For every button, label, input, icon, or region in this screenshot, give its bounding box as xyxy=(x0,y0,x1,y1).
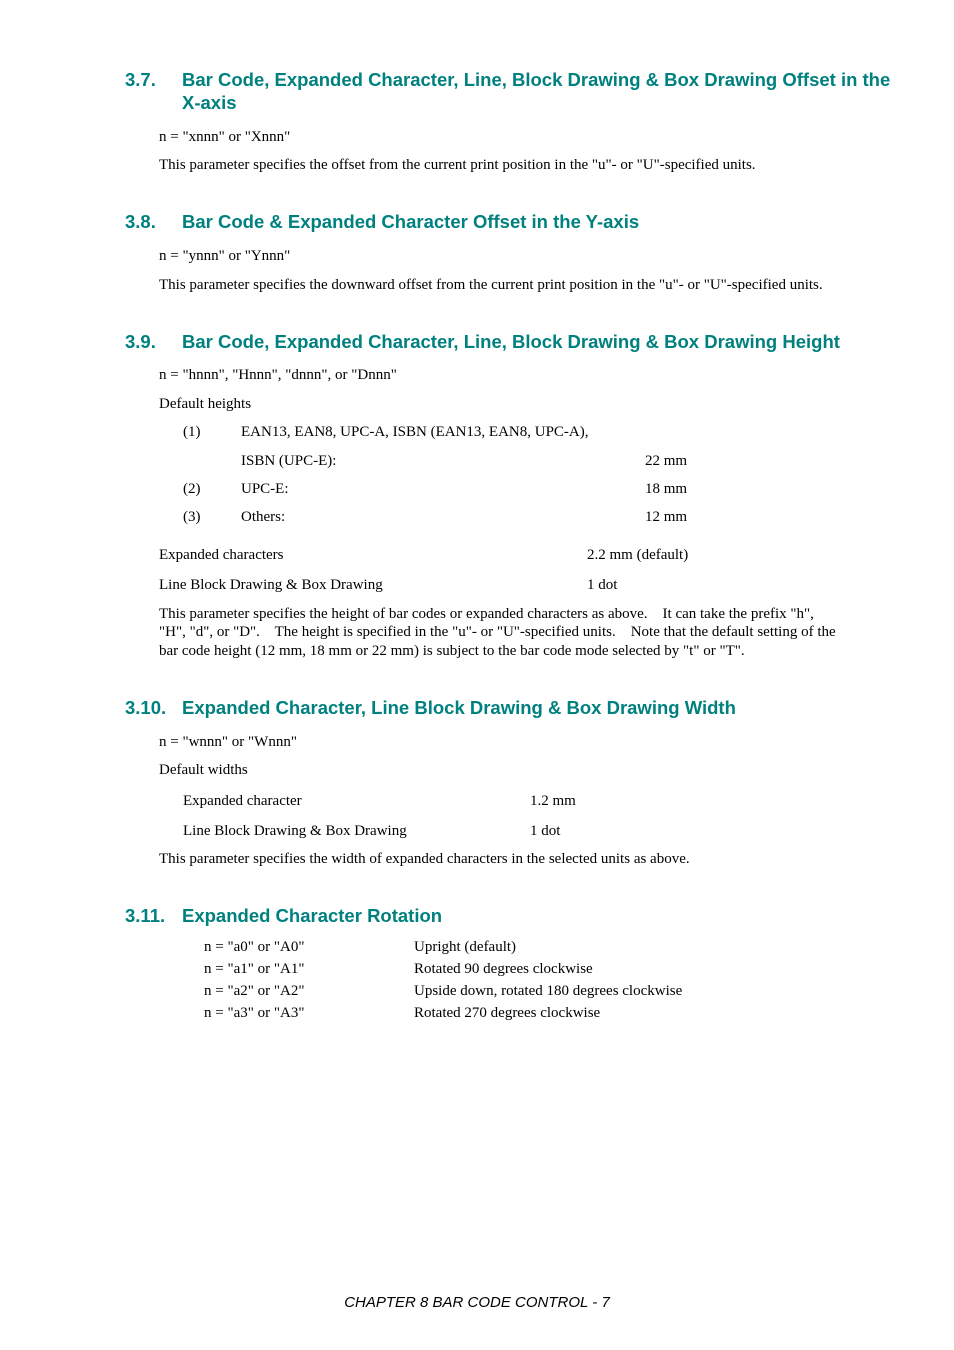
list-label: UPC-E: xyxy=(241,481,289,497)
description: This parameter specifies the downward offset from the current print position in the "u"- or "U"-specified units. xyxy=(159,277,823,293)
description-line: bar code height (12 mm, 18 mm or 22 mm) is subject to the bar code mode selected by "t" or "T". xyxy=(159,643,745,659)
rotation-code: n = "a0" or "A0" xyxy=(204,939,305,955)
section-title: Expanded Character Rotation xyxy=(182,905,443,926)
default-label: Default heights xyxy=(159,396,252,412)
expanded-value: 2.2 mm (default) xyxy=(587,547,689,563)
section-number: 3.7. xyxy=(125,69,156,90)
syntax-line: n = "hnnn", "Hnnn", "dnnn", or "Dnnn" xyxy=(159,367,397,383)
line-drawing-value: 1 dot xyxy=(587,577,618,593)
list-index: (3) xyxy=(183,509,201,525)
line-drawing-label: Line Block Drawing & Box Drawing xyxy=(183,823,407,839)
section-title: Expanded Character, Line Block Drawing & Box Drawing Width xyxy=(182,697,736,718)
section-title: Bar Code, Expanded Character, Line, Block Drawing & Box Drawing Offset in the X-axis xyxy=(182,69,891,113)
syntax-line: n = "xnnn" or "Xnnn" xyxy=(159,129,291,145)
default-label: Default widths xyxy=(159,762,248,778)
rotation-code: n = "a3" or "A3" xyxy=(204,1005,305,1021)
list-value: 22 mm xyxy=(645,453,688,469)
list-label: ISBN (UPC-E): xyxy=(241,453,337,469)
rotation-code: n = "a2" or "A2" xyxy=(204,983,305,999)
list-label: EAN13, EAN8, UPC-A, ISBN (EAN13, EAN8, UPC-A), xyxy=(241,424,589,440)
expanded-label: Expanded character xyxy=(183,793,302,809)
description: This parameter specifies the offset from the current print position in the "u"- or "U"-specified units. xyxy=(159,157,756,173)
list-value: 18 mm xyxy=(645,481,688,497)
description: This parameter specifies the width of expanded characters in the selected units as above. xyxy=(159,851,690,867)
list-index: (2) xyxy=(183,481,201,497)
list-index: (1) xyxy=(183,424,201,440)
section-title: Bar Code, Expanded Character, Line, Block Drawing & Box Drawing Height xyxy=(182,331,840,352)
rotation-meaning: Rotated 270 degrees clockwise xyxy=(414,1005,601,1021)
section-number: 3.8. xyxy=(125,211,156,232)
expanded-label: Expanded characters xyxy=(159,547,284,563)
rotation-meaning: Rotated 90 degrees clockwise xyxy=(414,961,593,977)
section-title: Bar Code & Expanded Character Offset in the Y-axis xyxy=(182,211,640,232)
description-line: "H", "d", or "D". The height is specified in the "u"- or "U"-specified units. Note that the default setting of the xyxy=(159,624,836,640)
line-drawing-label: Line Block Drawing & Box Drawing xyxy=(159,577,383,593)
rotation-code: n = "a1" or "A1" xyxy=(204,961,305,977)
line-drawing-value: 1 dot xyxy=(530,823,561,839)
section-number: 3.10. xyxy=(125,697,167,718)
section-number: 3.11. xyxy=(125,905,166,926)
page-footer: CHAPTER 8 BAR CODE CONTROL - 7 xyxy=(344,1294,610,1311)
syntax-line: n = "wnnn" or "Wnnn" xyxy=(159,734,297,750)
rotation-meaning: Upright (default) xyxy=(414,939,517,955)
list-label: Others: xyxy=(241,509,286,525)
description-line: This parameter specifies the height of bar codes or expanded characters as above. It can take the prefix "h", xyxy=(159,606,814,622)
rotation-meaning: Upside down, rotated 180 degrees clockwise xyxy=(414,983,683,999)
list-value: 12 mm xyxy=(645,509,688,525)
section-number: 3.9. xyxy=(125,331,156,352)
expanded-value: 1.2 mm xyxy=(530,793,576,809)
syntax-line: n = "ynnn" or "Ynnn" xyxy=(159,248,291,264)
